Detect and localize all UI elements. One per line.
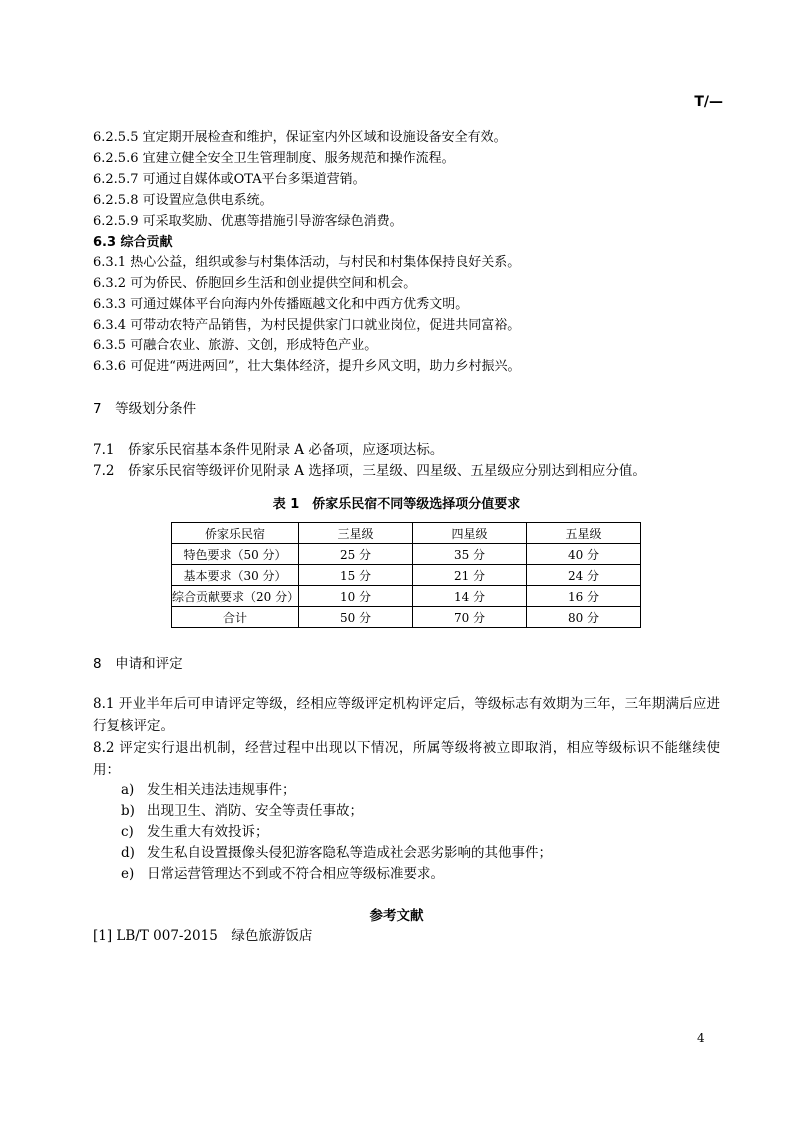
clause-text: 宜建立健全安全卫生管理制度、服务规范和操作流程。 bbox=[142, 151, 455, 166]
clause-6-2-5-6 bbox=[93, 149, 455, 169]
list-marker: c) bbox=[121, 824, 134, 840]
clause-6-2-5-5 bbox=[93, 128, 507, 148]
list-text: 日常运营管理达不到或不符合相应等级标准要求。 bbox=[147, 866, 444, 882]
table-cell: 25 分 bbox=[299, 544, 413, 565]
table-cell: 80 分 bbox=[527, 607, 641, 628]
table-cell: 24 分 bbox=[527, 565, 641, 586]
clause-number: 6.3.3 bbox=[93, 297, 127, 312]
references-title: 参考文献 bbox=[369, 908, 424, 924]
clause-text: 热心公益，组织或参与村集体活动，与村民和村集体保持良好关系。 bbox=[130, 255, 521, 270]
table-caption: 表 1 侨家乐民宿不同等级选择项分值要求 bbox=[272, 497, 521, 512]
clause-text: 宜定期开展检查和维护，保证室内外区域和设施设备安全有效。 bbox=[142, 130, 507, 145]
clause-6-2-5-7 bbox=[93, 170, 366, 190]
table-cell: 35 分 bbox=[413, 544, 527, 565]
table-row bbox=[172, 565, 641, 586]
clause-number: 6.3.1 bbox=[93, 255, 127, 270]
clause-6-3-2 bbox=[93, 274, 416, 294]
table-header-row bbox=[172, 523, 641, 544]
table-cell: 50 分 bbox=[299, 607, 413, 628]
clause-number: 7.2 bbox=[93, 463, 115, 479]
clause-number: 6.3.6 bbox=[93, 359, 127, 374]
section-heading-7: 7 等级划分条件 bbox=[93, 401, 197, 417]
list-marker: d) bbox=[121, 845, 135, 861]
list-marker: b) bbox=[121, 803, 135, 819]
clause-text: 侨家乐民宿等级评价见附录 A 选择项，三星级、四星级、五星级应分别达到相应分值。 bbox=[127, 463, 646, 479]
table-header-cell: 四星级 bbox=[413, 523, 527, 544]
table-row bbox=[172, 544, 641, 565]
table-cell: 40 分 bbox=[527, 544, 641, 565]
table-header-cell: 三星级 bbox=[299, 523, 413, 544]
clause-6-2-5-9 bbox=[93, 212, 403, 232]
clause-number: 6.2.5.6 bbox=[93, 151, 139, 166]
table-cell: 14 分 bbox=[413, 586, 527, 607]
list-text: 发生私自设置摄像头侵犯游客隐私等造成社会恶劣影响的其他事件； bbox=[147, 845, 552, 861]
table-cell: 基本要求（30 分） bbox=[172, 565, 299, 586]
document-code: T/— bbox=[694, 94, 723, 110]
page-number: 4 bbox=[697, 1031, 705, 1045]
clause-number: 6.2.5.8 bbox=[93, 193, 139, 208]
clause-text: 可促进“两进两回”，壮大集体经济，提升乡风文明，助力乡村振兴。 bbox=[130, 359, 521, 374]
list-text: 发生重大有效投诉； bbox=[147, 824, 269, 840]
table-cell: 16 分 bbox=[527, 586, 641, 607]
table-cell: 合计 bbox=[172, 607, 299, 628]
clause-6-3-4 bbox=[93, 316, 520, 336]
table-header-cell: 侨家乐民宿 bbox=[172, 523, 299, 544]
table-cell: 15 分 bbox=[299, 565, 413, 586]
clause-text: 可通过自媒体或OTA平台多渠道营销。 bbox=[142, 172, 366, 187]
clause-number: 6.2.5.7 bbox=[93, 172, 139, 187]
reference-item: [1] LB/T 007-2015 绿色旅游饭店 bbox=[93, 928, 313, 944]
table-row bbox=[172, 607, 641, 628]
clause-6-3-1 bbox=[93, 253, 520, 273]
clause-8-2: 8.2 评定实行退出机制，经营过程中出现以下情况，所属等级将被立即取消，相应等级标识不能继续使用： bbox=[93, 740, 720, 778]
clause-text: 可融合农业、旅游、文创，形成特色产业。 bbox=[130, 338, 378, 353]
clause-text: 可采取奖励、优惠等措施引导游客绿色消费。 bbox=[142, 214, 403, 229]
clause-text: 可带动农特产品销售，为村民提供家门口就业岗位，促进共同富裕。 bbox=[130, 318, 521, 333]
list-item bbox=[121, 842, 552, 864]
table-cell: 70 分 bbox=[413, 607, 527, 628]
section-heading-8: 8 申请和评定 bbox=[93, 656, 183, 672]
table-cell: 特色要求（50 分） bbox=[172, 544, 299, 565]
clause-number: 6.3.2 bbox=[93, 276, 127, 291]
list-marker: e) bbox=[121, 866, 135, 882]
list-item bbox=[121, 821, 269, 843]
clause-6-3-6 bbox=[93, 357, 521, 377]
table-header-cell: 五星级 bbox=[527, 523, 641, 544]
clause-number: 6.3.4 bbox=[93, 318, 127, 333]
table-cell: 10 分 bbox=[299, 586, 413, 607]
list-marker: a) bbox=[121, 782, 135, 798]
clause-7-2 bbox=[93, 461, 646, 481]
clause-text: 可通过媒体平台向海内外传播瓯越文化和中西方优秀文明。 bbox=[130, 297, 469, 312]
clause-6-3-3 bbox=[93, 295, 468, 315]
section-heading-6-3: 6.3 综合贡献 bbox=[93, 235, 173, 250]
score-table bbox=[171, 522, 641, 628]
table-cell: 综合贡献要求（20 分） bbox=[172, 586, 299, 607]
table-row bbox=[172, 586, 641, 607]
clause-number: 6.2.5.9 bbox=[93, 214, 139, 229]
clause-number: 7.1 bbox=[93, 442, 115, 458]
list-text: 出现卫生、消防、安全等责任事故； bbox=[147, 803, 363, 819]
clause-6-2-5-8 bbox=[93, 191, 273, 211]
clause-6-3-5 bbox=[93, 336, 377, 356]
list-item bbox=[121, 779, 296, 801]
list-item bbox=[121, 800, 363, 822]
clause-number: 6.3.5 bbox=[93, 338, 127, 353]
clause-text: 可设置应急供电系统。 bbox=[142, 193, 273, 208]
table-cell: 21 分 bbox=[413, 565, 527, 586]
clause-8-1: 8.1 开业半年后可申请评定等级，经相应等级评定机构评定后，等级标志有效期为三年，三年期满后应进行复核评定。 bbox=[93, 696, 720, 734]
clause-number: 6.2.5.5 bbox=[93, 130, 139, 145]
clause-7-1 bbox=[93, 440, 443, 460]
list-item bbox=[121, 863, 444, 885]
clause-text: 侨家乐民宿基本条件见附录 A 必备项，应逐项达标。 bbox=[127, 442, 444, 458]
clause-text: 可为侨民、侨胞回乡生活和创业提供空间和机会。 bbox=[130, 276, 417, 291]
list-text: 发生相关违法违规事件； bbox=[147, 782, 296, 798]
